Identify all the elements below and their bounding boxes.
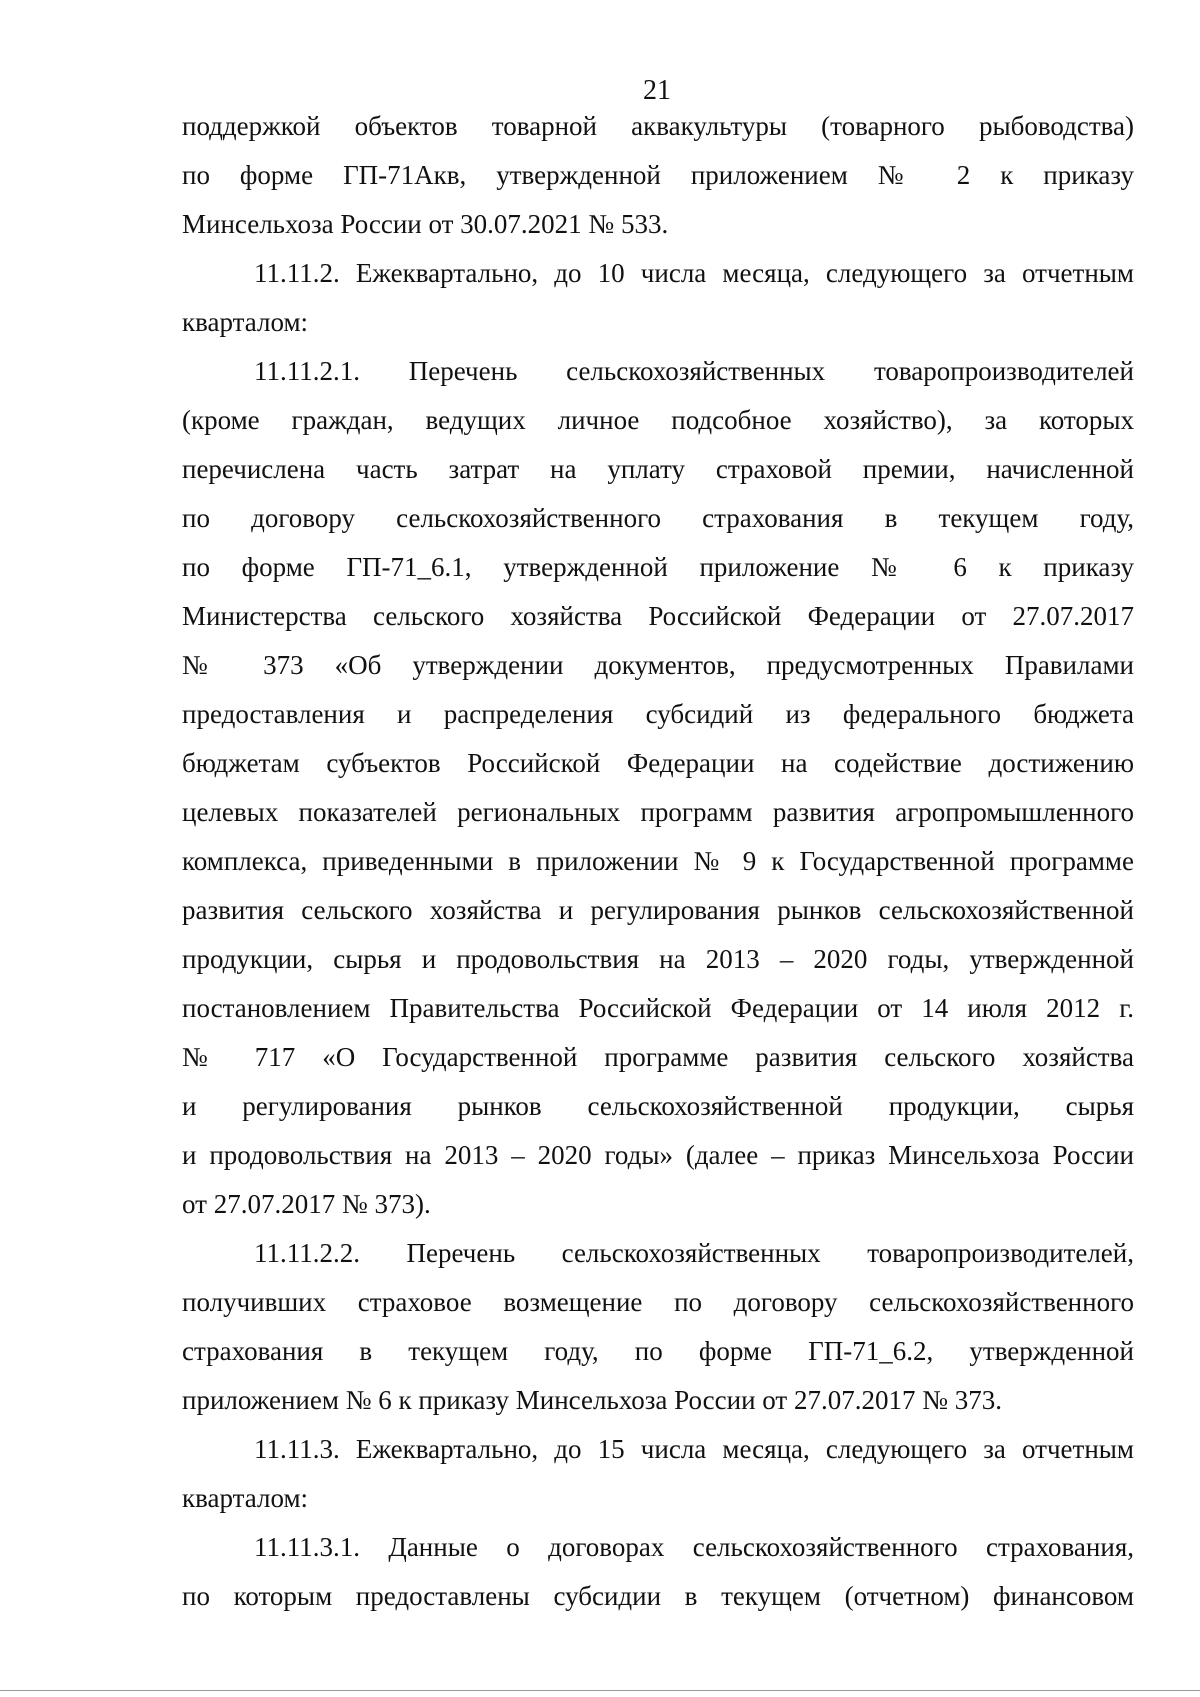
text-line-20: № 717 «О Государственной программе развития сельского хозяйства (182, 1042, 1134, 1072)
text-line-30: 11.11.3.1. Данные о договорах сельскохозяйственного страхования, (254, 1532, 1134, 1562)
document-body (182, 102, 1134, 1621)
text-line-7: (кроме граждан, ведущих личное подсобное хозяйство), за которых (182, 405, 1134, 435)
text-line-24: 11.11.2.2. Перечень сельскохозяйственных товаропроизводителей, (254, 1238, 1134, 1268)
text-line-22: и продовольствия на 2013 – 2020 годы» (далее – приказ Минсельхоза России (182, 1140, 1134, 1170)
text-line-28: 11.11.3. Ежеквартально, до 15 числа месяца, следующего за отчетным (254, 1434, 1134, 1464)
text-line-11: Министерства сельского хозяйства Российской Федерации от 27.07.2017 (182, 601, 1134, 631)
text-line-25: получивших страховое возмещение по договору сельскохозяйственного (182, 1287, 1134, 1317)
text-line-21: и регулирования рынков сельскохозяйственной продукции, сырья (182, 1091, 1134, 1121)
text-line-6: 11.11.2.1. Перечень сельскохозяйственных товаропроизводителей (254, 356, 1134, 386)
text-line-9: по договору сельскохозяйственного страхования в текущем году, (182, 503, 1134, 533)
text-line-12: № 373 «Об утверждении документов, предусмотренных Правилами (182, 650, 1134, 680)
text-line-2: по форме ГП-71Акв, утвержденной приложением № 2 к приказу (182, 160, 1134, 190)
text-line-15: целевых показателей региональных программ развития агропромышленного (182, 797, 1134, 827)
text-line-19: постановлением Правительства Российской Федерации от 14 июля 2012 г. (182, 993, 1134, 1023)
text-line-1: поддержкой объектов товарной аквакультуры (товарного рыбоводства) (182, 111, 1134, 141)
text-line-4: 11.11.2. Ежеквартально, до 10 числа месяца, следующего за отчетным (254, 258, 1134, 288)
text-line-27: приложением № 6 к приказу Минсельхоза России от 27.07.2017 № 373. (182, 1385, 1002, 1415)
text-line-14: бюджетам субъектов Российской Федерации на содействие достижению (182, 748, 1134, 778)
text-line-10: по форме ГП-71_6.1, утвержденной приложение № 6 к приказу (182, 552, 1134, 582)
text-line-13: предоставления и распределения субсидий из федерального бюджета (182, 699, 1134, 729)
text-line-8: перечислена часть затрат на уплату страховой премии, начисленной (182, 454, 1134, 484)
text-line-31: по которым предоставлены субсидии в текущем (отчетном) финансовом (182, 1581, 1134, 1611)
text-line-16: комплекса, приведенными в приложении № 9 к Государственной программе (182, 846, 1134, 876)
text-line-29: кварталом: (182, 1483, 309, 1513)
text-line-17: развития сельского хозяйства и регулирования рынков сельскохозяйственной (182, 895, 1134, 925)
text-line-23: от 27.07.2017 № 373). (182, 1189, 431, 1219)
text-line-26: страхования в текущем году, по форме ГП-71_6.2, утвержденной (182, 1336, 1134, 1366)
text-line-18: продукции, сырья и продовольствия на 2013 – 2020 годы, утвержденной (182, 944, 1134, 974)
page-bottom-edge (0, 1690, 1200, 1691)
text-line-5: кварталом: (182, 307, 309, 337)
text-line-3: Минсельхоза России от 30.07.2021 № 533. (182, 209, 669, 239)
page-number: 21 (643, 75, 671, 106)
